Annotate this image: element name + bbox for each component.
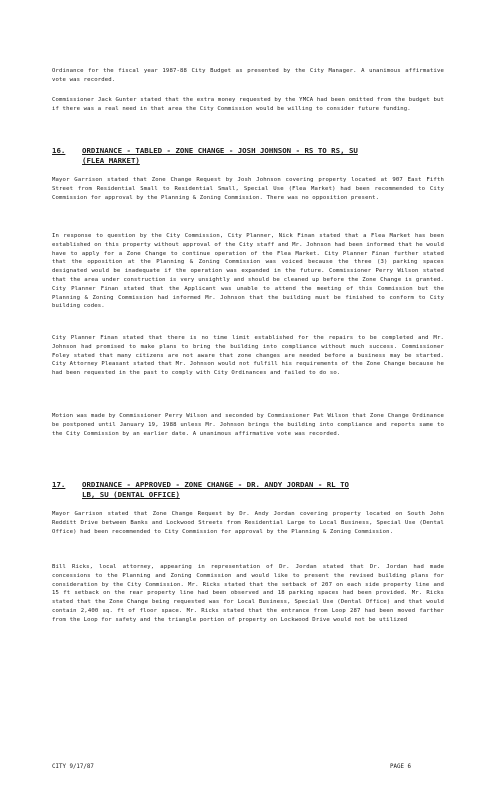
paragraph-ymca-funding: Commissioner Jack Gunter stated that the extra money requested by the YMCA had been omitted from the budget but if there was a real need in that area the City Commission would be willing to consider future funding. <box>52 97 444 112</box>
paragraph-jordan-request: Mayor Garrison stated that Zone Change Request by Dr. Andy Jordan covering property located on South John Redditt Drive between Banks and Lockwood Streets from Residential Large to Local Business, Special Use (Dental Office) had been recommended to City Commission for approval by the Planning & Zoning Commission. <box>52 511 444 535</box>
heading-title-line1: ORDINANCE - TABLED - ZONE CHANGE - JOSH JOHNSON - RS TO RS, SU <box>82 146 358 155</box>
heading-title-line2: (FLEA MARKET) <box>82 156 140 165</box>
paragraph-planner-response: In response to question by the City Commission, City Planner, Nick Finan stated that a Flea Market has been established on this property without approval of the City staff and Mr. Johnson had been informed that he would have to apply for a Zone Change to continue operation of the Flea Market. City Planner Finan further stated that the opposition at the Planning & Zoning Commission was voiced because the three (3) parking spaces designated would be inadequate if the operation was expanded in the future. Commissioner Perry Wilson stated that the area under construction is very unsightly and should be cleaned up before the Zone Change is granted. City Planner Finan stated that the Applicant was unable to attend the meeting of this Commission but the Planning & Zoning Commission had informed Mr. Johnson that the building must be finished to conform to City building codes. <box>52 233 444 310</box>
footer-date: CITY 9/17/87 <box>52 764 94 770</box>
heading-title-line1: ORDINANCE - APPROVED - ZONE CHANGE - DR. ANDY JORDAN - RL TO <box>82 480 349 489</box>
heading-title-line2: LB, SU (DENTAL OFFICE) <box>82 490 180 499</box>
paragraph-budget-vote: Ordinance for the fiscal year 1987-88 City Budget as presented by the City Manager. A unanimous affirmative vote was recorded. <box>52 68 444 83</box>
paragraph-time-limit: City Planner Finan stated that there is no time limit established for the repairs to be completed and Mr. Johnson had promised to make plans to bring the building into compliance without much success. Commissioner Foley stated that many citizens are not aware that zone changes are needed before a business may be started. City Attorney Pleasant stated that Mr. Johnson would not fulfill his requirements of the Zone Change because he had been requested in the past to comply with City Ordinances and failed to do so. <box>52 335 444 377</box>
heading-number: 16. <box>52 146 66 155</box>
paragraph-motion-postpone: Motion was made by Commissioner Perry Wilson and seconded by Commissioner Pat Wilson that Zone Change Ordinance be postponed until January 19, 1988 unless Mr. Johnson brings the building into compliance and reports same to the City Commission by an earlier date. A unanimous affirmative vote was recorded. <box>52 413 444 437</box>
heading-number: 17. <box>52 480 66 489</box>
paragraph-johnson-request: Mayor Garrison stated that Zone Change Request by Josh Johnson covering property located at 907 East Fifth Street from Residential Small to Residential Small, Special Use (Flea Market) had been recommended to City Commission for approval by the Planning & Zoning Commission. There was no opposition present. <box>52 177 444 201</box>
footer-page-number: PAGE 6 <box>390 764 411 770</box>
paragraph-ricks-statement: Bill Ricks, local attorney, appearing in representation of Dr. Jordan stated that Dr. Jordan had made concessions to the Planning and Zoning Commission and would like to present the revised building plans for consideration by the City Commission. Mr. Ricks stated that the setback of 207 on each side property line and 15 ft setback on the rear property line had been observed and 18 parking spaces had been provided. Mr. Ricks stated that the Zone Change being requested was for Local Business, Special Use (Dental Office) and that would contain 2,400 sq. ft of floor space. Mr. Ricks stated that the entrance from Loop 287 had been moved farther from the Loop for safety and the triangle portion of property on Lockwood Drive would not be utilized <box>52 564 444 623</box>
